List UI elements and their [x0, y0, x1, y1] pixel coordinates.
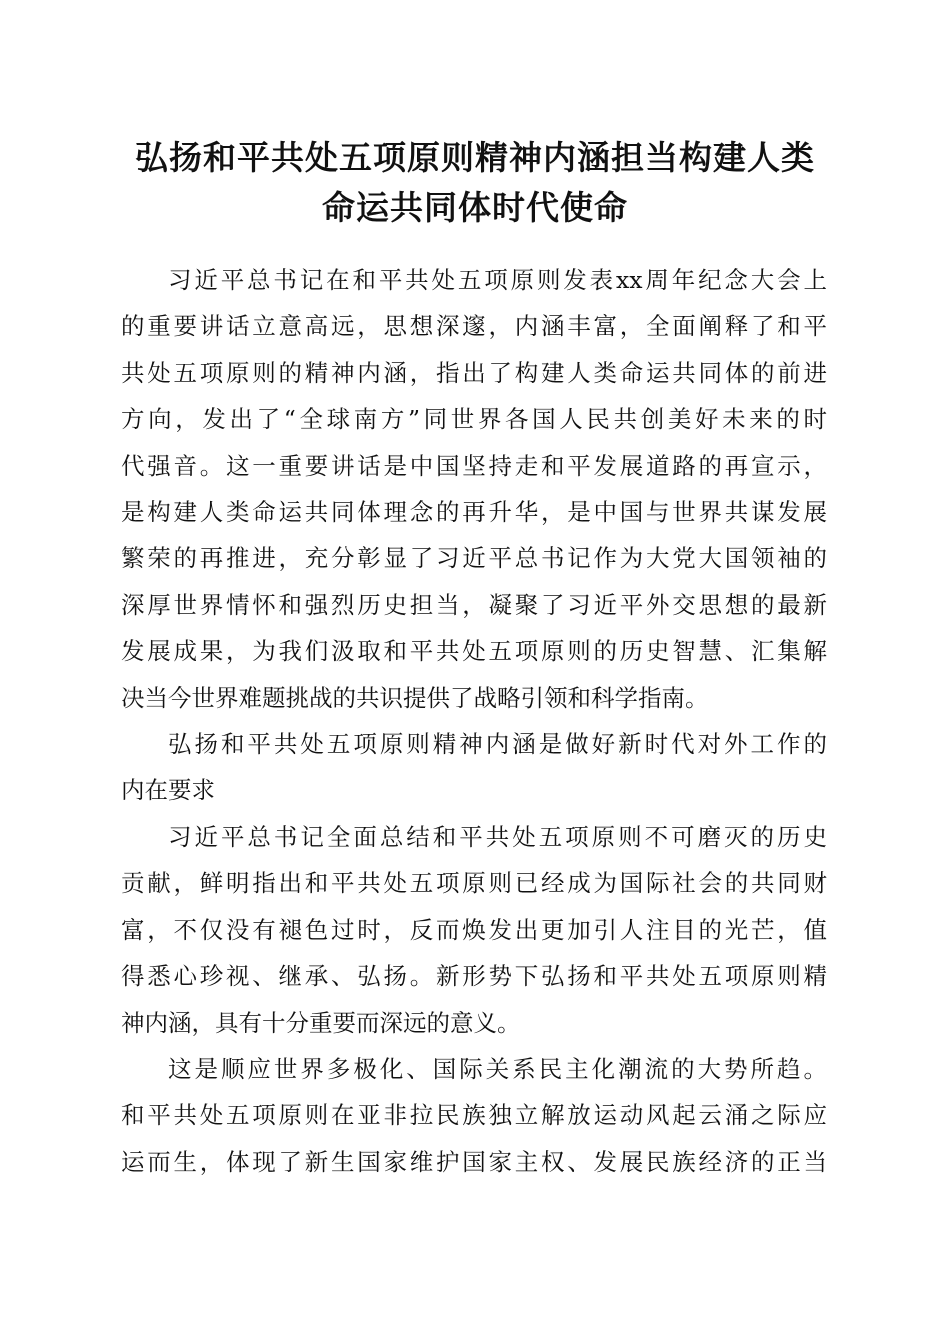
text-line: 是构建人类命运共同体理念的再升华，是中国与世界共谋发展	[121, 498, 827, 527]
title-line: 弘扬和平共处五项原则精神内涵担当构建人类	[135, 138, 815, 177]
text-line: 内在要求	[121, 776, 215, 805]
text-line: 得悉心珍视、继承、弘扬。新形势下弘扬和平共处五项原则精	[121, 962, 827, 991]
paragraph	[121, 721, 827, 814]
text-line: 神内涵，具有十分重要而深远的意义。	[121, 1008, 521, 1037]
text-line: 繁荣的再推进，充分彰显了习近平总书记作为大党大国领袖的	[121, 544, 827, 573]
text-line: 富，不仅没有褪色过时，反而焕发出更加引人注目的光芒，值	[121, 915, 827, 944]
text-line: 运而生，体现了新生国家维护国家主权、发展民族经济的正当	[121, 1147, 827, 1176]
title-line: 命运共同体时代使命	[322, 188, 628, 227]
paragraph	[121, 257, 827, 721]
text-line: 共处五项原则的精神内涵，指出了构建人类命运共同体的前进	[121, 358, 827, 387]
text-line: 的重要讲话立意高远，思想深邃，内涵丰富，全面阐释了和平	[121, 312, 827, 341]
paragraph	[121, 1046, 827, 1185]
text-line: 深厚世界情怀和强烈历史担当，凝聚了习近平外交思想的最新	[121, 590, 827, 619]
text-line: 方向，发出了“全球南方”同世界各国人民共创美好未来的时	[121, 405, 827, 434]
text-line: 弘扬和平共处五项原则精神内涵是做好新时代对外工作的	[168, 730, 827, 759]
text-line: 这是顺应世界多极化、国际关系民主化潮流的大势所趋。	[168, 1054, 827, 1083]
text-line: 习近平总书记全面总结和平共处五项原则不可磨灭的历史	[168, 822, 827, 851]
text-line: 决当今世界难题挑战的共识提供了战略引领和科学指南。	[121, 683, 709, 712]
text-line: 贡献，鲜明指出和平共处五项原则已经成为国际社会的共同财	[121, 869, 827, 898]
document-body	[121, 257, 827, 1185]
text-line: 习近平总书记在和平共处五项原则发表xx周年纪念大会上	[168, 266, 827, 294]
document-title	[100, 133, 850, 233]
text-line: 代强音。这一重要讲话是中国坚持走和平发展道路的再宣示，	[121, 451, 827, 480]
text-line: 和平共处五项原则在亚非拉民族独立解放运动风起云涌之际应	[121, 1101, 827, 1130]
paragraph	[121, 814, 827, 1046]
text-line: 发展成果，为我们汲取和平共处五项原则的历史智慧、汇集解	[121, 637, 827, 666]
